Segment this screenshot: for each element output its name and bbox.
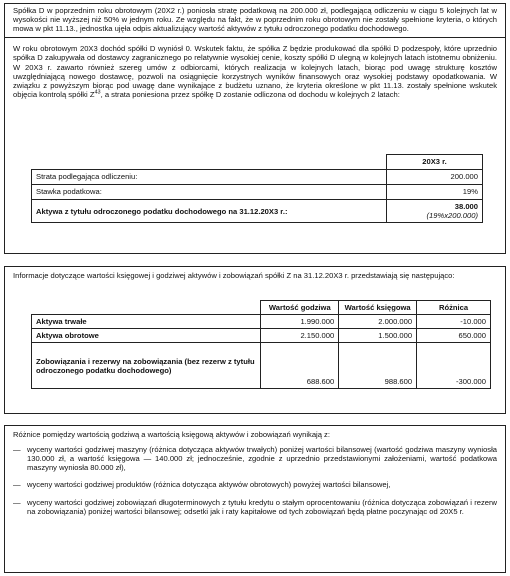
row-label: Strata podlegająca odliczeniu: — [32, 170, 387, 185]
column-header-fair: Wartość godziwa — [261, 301, 339, 315]
list-item-text: wyceny wartości godziwej produktów (różnica dotycząca aktywów obrotowych) powyżej wartości bilansowej, — [27, 480, 391, 490]
row-value: 38.000 — [454, 202, 478, 211]
table-row — [32, 343, 491, 389]
dash-marker: — — [13, 497, 21, 507]
table-row — [32, 315, 491, 329]
cell-diff: -300.000 — [417, 343, 491, 389]
example-box-tax-loss — [4, 3, 506, 254]
cell-diff: -10.000 — [417, 315, 491, 329]
row-label: Aktywa obrotowe — [32, 329, 261, 343]
paragraph-tax-loss-prior-year: Spółka D w poprzednim roku obrotowym (20X2 r.) poniosła stratę podatkową na 200.000 zł, podlegającą odliczeniu w ciągu 5 kolejnych lat w wysokości nie wyższej niż 50% w jednym roku. Ze względu na fakt, że w poprzednim roku obrotowym nie zostały spełnione kryteria, o których mowa w pkt 11.13., jednostka ujęła odpis aktualizujący wartość aktywów z tytułu odroczonego podatku dochodowego. — [13, 6, 497, 34]
cell-fair: 688.600 — [261, 343, 339, 389]
differences-list — [13, 445, 497, 516]
column-header-20x3: 20X3 r. — [387, 155, 483, 170]
cell-book: 988.600 — [339, 343, 417, 389]
row-label: Zobowiązania i rezerwy na zobowiązania (bez rezerw z tytułu odroczonego podatku dochodowego) — [32, 343, 261, 389]
row-value: 19% — [387, 185, 483, 200]
column-header-book: Wartość księgowa — [339, 301, 417, 315]
list-item-text: wyceny wartości godziwej zobowiązań długoterminowych z tytułu kredytu o stałym oprocentowaniu (różnica dotycząca zobowiązań i rezerw na zobowiązania) poniżej wartości bilansowej; odsetki jak i raty kapitałowe od tych zobowiązań będą płatne poczynając od 20X5 r. — [27, 497, 497, 516]
cell-fair: 1.990.000 — [261, 315, 339, 329]
cell-diff: 650.000 — [417, 329, 491, 343]
table-row — [32, 329, 491, 343]
table-row — [32, 170, 483, 185]
paragraph-income-text: W roku obrotowym 20X3 dochód spółki D wyniósł 0. Wskutek faktu, że spółka Z będzie produkować dla spółki D podzespoły, które uprzednio spółka D zakupywała od dostawcy zagranicznego po relatywnie wysokiej cenie, koszty spółki D ulegną w kolejnych latach istotnemu obniżeniu. W 20X3 r. zawarto również szereg umów z odbiorcami, których realizacja w kolejnych latach, biorąc pod uwagę strukturę kosztów uwzględniającą nowego dostawcę, pozwoli na osiągnięcie korzystnych wyników finansowych oraz wysokiej podstawy opodatkowania. W związku z powyższym biorąc pod uwagę dane wynikające z budżetu uznano, że kryteria określone w pkt 11.13. zostały spełnione wskutek objęcia kontrolą spółki Z — [13, 44, 497, 99]
row-label: Aktywa trwałe — [32, 315, 261, 329]
column-header-diff: Różnica — [417, 301, 491, 315]
footnote-ref: 43 — [94, 89, 101, 96]
example-box-differences — [4, 425, 506, 573]
dash-marker: — — [13, 445, 21, 455]
paragraph-income-20x3 — [5, 38, 505, 102]
example-box-fair-values — [4, 266, 506, 414]
table-row — [32, 185, 483, 200]
list-item-text: wyceny wartości godziwej maszyny (różnica dotycząca aktywów trwałych) poniżej wartości bilansowej (wartość godziwa maszyny wyniosła 130.000 zł, a wartość księgowa — 140.000 zł; jednocześnie, zgodnie z uprzednio przedstawionymi założeniami, wartość podatkowa maszyny wyniosła 80.000 zł), — [27, 445, 497, 473]
fair-value-table — [31, 300, 491, 389]
table-row — [32, 200, 483, 223]
cell-fair: 2.150.000 — [261, 329, 339, 343]
differences-text — [5, 426, 505, 528]
cell-book: 2.000.000 — [339, 315, 417, 329]
row-value: 200.000 — [387, 170, 483, 185]
row-label: Aktywa z tytułu odroczonego podatku dochodowego na 31.12.20X3 r.: — [32, 200, 387, 223]
cell-book: 1.500.000 — [339, 329, 417, 343]
list-item — [13, 445, 497, 472]
dash-marker: — — [13, 480, 21, 490]
paragraph-fair-value-intro: Informacje dotyczące wartości księgowej i godziwej aktywów i zobowiązań spółki Z na 31.12.20X3 r. przedstawiają się następująco: — [13, 271, 455, 280]
list-item — [13, 498, 497, 516]
row-label: Stawka podatkowa: — [32, 185, 387, 200]
paragraph-income-end: , a strata poniesiona przez spółkę D zostanie odliczona od dochodu w kolejnych 2 latach: — [100, 89, 400, 99]
list-item — [13, 480, 497, 489]
row-value-note: (19%x200.000) — [426, 211, 478, 221]
paragraph-differences-intro: Różnice pomiędzy wartością godziwą a wartością księgową aktywów i zobowiązań wynikają z: — [13, 430, 330, 439]
row-value-cell — [387, 200, 483, 223]
deferred-tax-table — [31, 154, 483, 223]
